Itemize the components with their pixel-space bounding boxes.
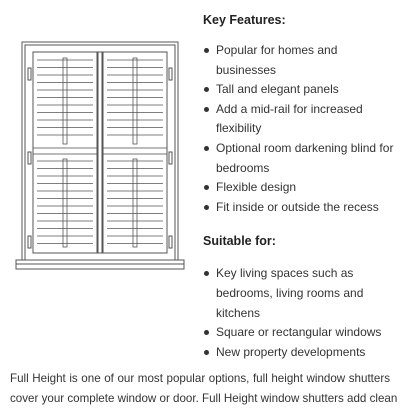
key-features-heading: Key Features: <box>203 10 395 30</box>
list-item: Tall and elegant panels <box>203 80 395 100</box>
features-column <box>203 10 395 362</box>
key-features-list <box>203 41 395 217</box>
list-item: Key living spaces such as bedrooms, living rooms and kitchens <box>203 264 395 323</box>
list-item: Popular for homes and businesses <box>203 41 395 80</box>
list-item: Optional room darkening blind for bedrooms <box>203 139 395 178</box>
description-line: cover your complete window or door. Full Height window shutters add clean <box>10 389 390 408</box>
suitable-for-heading: Suitable for: <box>203 231 395 251</box>
description-paragraph <box>10 369 390 408</box>
list-item: New property developments <box>203 343 395 363</box>
window-shutter-icon <box>14 40 186 275</box>
suitable-for-list <box>203 264 395 362</box>
list-item: Flexible design <box>203 178 395 198</box>
description-line: Full Height is one of our most popular options, full height window shutters <box>10 369 390 389</box>
list-item: Square or rectangular windows <box>203 323 395 343</box>
list-item: Add a mid-rail for increased flexibility <box>203 100 395 139</box>
list-item: Fit inside or outside the recess <box>203 198 395 218</box>
